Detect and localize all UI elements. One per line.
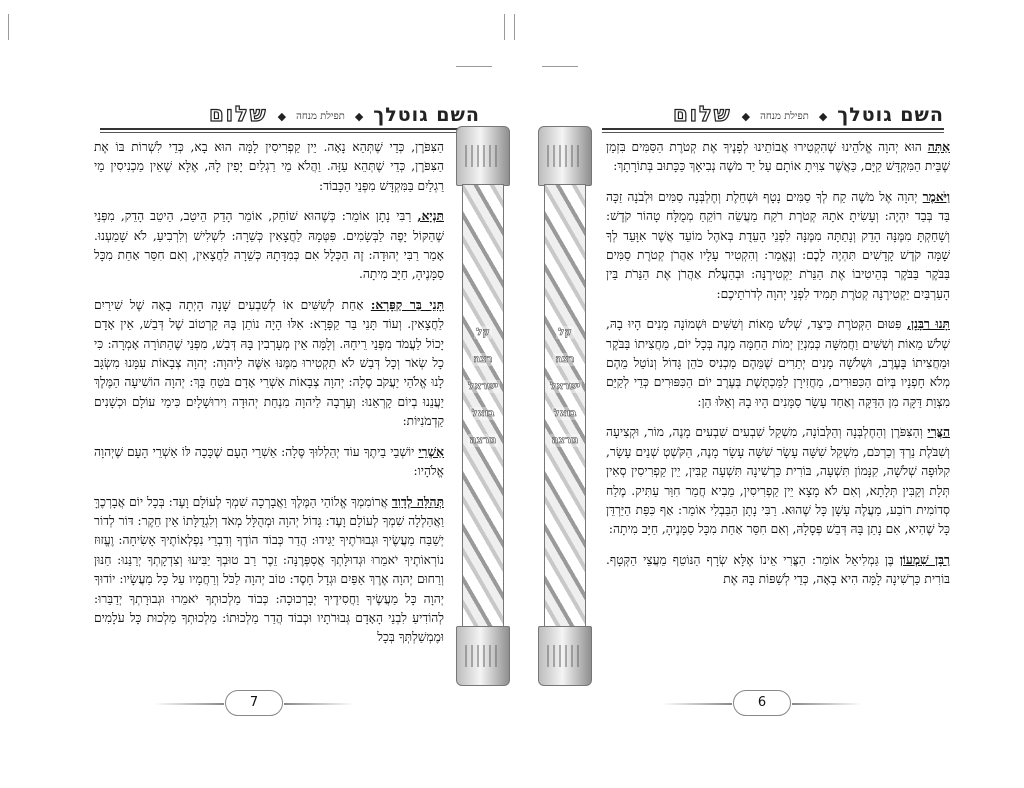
footer-ornament [284, 703, 354, 705]
crop-mark [8, 14, 9, 40]
header-brand: השם גוטלך [373, 104, 480, 126]
prayer-text [606, 138, 950, 601]
paragraph: הַצִּפֹּרֶן, כְּדֵי שֶׁתְּהֵא נָאָה. יֵין קַפְרִיסִין לָמָּה הוּא בָא, כְּדֵי לִשְׁרוֹת בּוֹ אֶת הַצִּפֹּרֶן, כְּדֵי שֶׁתְּהֵא עַזָּה. וַהֲלֹא מֵי רַגְלַיִם יָפִין לָהּ, אֶלָּא שֶׁאֵין מַכְנִיסִין מֵי רַגְלַיִם בַּמִּקְדָּשׁ מִפְּנֵי הַכָּבוֹד: [94, 140, 444, 193]
page-left [72, 80, 520, 730]
decorative-column [538, 126, 592, 686]
header-rule [100, 128, 480, 130]
paragraph: אַשְׁרֵי יוֹשְׁבֵי בֵיתֶךָ עוֹד יְהַלְלוּךָ סֶּלָה: אַשְׁרֵי הָעָם שֶׁכָּכָה לּוֹ אַשְׁרֵי הָעָם שֶׁיְהוָה אֱלֹהָיו: [94, 444, 444, 479]
header-shalom: שלום [673, 102, 732, 126]
paragraph: תְּהִלָּה לְדָוִד אֲרוֹמִמְךָ אֱלוֹהַי הַמֶּלֶךְ וַאֲבָרְכָה שִׁמְךָ לְעוֹלָם וָעֶד: בְּכָל יוֹם אֲבָרְכֶךָּ וַאֲהַלְלָה שִׁמְךָ לְעוֹלָם וָעֶד: גָּדוֹל יְהוָה וּמְהֻלָּל מְאֹד וְלִגְדֻלָּתוֹ אֵין חֵקֶר: דּוֹר לְדוֹר יְשַׁבַּח מַעֲשֶׂיךָ וּגְבוּרֹתֶיךָ יַגִּידוּ: הֲדַר כְּבוֹד הוֹדֶךָ וְדִבְרֵי נִפְלְאוֹתֶיךָ אָשִׂיחָה: וֶעֱזוּז נוֹרְאוֹתֶיךָ יֹאמֵרוּ וּגְדוּלָּתְךָ אֲסַפְּרֶנָּה: זֵכֶר רַב טוּבְךָ יַבִּיעוּ וְצִדְקָתְךָ יְרַנֵּנוּ: חַנּוּן וְרַחוּם יְהוָה אֶרֶךְ אַפַּיִם וּגְדָל חָסֶד: טוֹב יְהוָה לַכֹּל וְרַחֲמָיו עַל כָּל מַעֲשָׂיו: יוֹדוּךָ יְהוָה כָּל מַעֲשֶׂיךָ וַחֲסִידֶיךָ יְבָרְכוּכָה: כְּבוֹד מַלְכוּתְךָ יֹאמֵרוּ וּגְבוּרָתְךָ יְדַבֵּרוּ: לְהוֹדִיעַ לִבְנֵי הָאָדָם גְּבוּרֹתָיו וּכְבוֹד הֲדַר מַלְכוּתוֹ: מַלְכוּתְךָ מַלְכוּת כָּל עֹלָמִים וּמֶמְשַׁלְתְּךָ בְּכָל [94, 494, 444, 645]
column-base [538, 626, 592, 686]
page-footer [662, 690, 862, 720]
crop-mark [504, 14, 505, 40]
header-shalom: שלום [209, 102, 268, 126]
footer-ornament [662, 703, 732, 705]
page-footer [154, 690, 354, 720]
paragraph: רַבָּן שִׁמְעוֹן בֶּן גַּמְלִיאֵל אוֹמֵר: הַצֳּרִי אֵינוֹ אֶלָּא שְׂרָף הַנּוֹטֵף מֵעֲצֵי הַקְּטָף. בּוֹרִית כַּרְשִׁינָה לָמָּה הִיא בָאָה, כְּדֵי לְשַׁפּוֹת בָּהּ אֶת [606, 552, 950, 587]
crop-mark [542, 66, 578, 67]
column-capital [538, 126, 592, 186]
paragraph: תָּנוּ רַבָּנָן, פִּטּוּם הַקְּטֹרֶת כֵּיצַד, שְׁלֹשׁ מֵאוֹת וְשִׁשִּׁים וּשְׁמוֹנָה מָנִים הָיוּ בָהּ, שְׁלֹשׁ מֵאוֹת וְשִׁשִּׁים וַחֲמִשָּׁה כְּמִנְיַן יְמוֹת הַחַמָּה מָנֶה בְּכָל יוֹם, מַחֲצִיתוֹ בַּבֹּקֶר וּמַחֲצִיתוֹ בָּעֶרֶב, וּשְׁלֹשָׁה מָנִים יְתֵרִים שֶׁמֵּהֶם מַכְנִיס כֹּהֵן גָּדוֹל וְנוֹטֵל מֵהֶם מְלֹא חָפְנָיו בְּיוֹם הַכִּפּוּרִים, מַחֲזִירָן לַמַּכְתֶּשֶׁת בְּעֶרֶב יוֹם הַכִּפּוּרִים כְּדֵי לְקַיֵּם מִצְוַת דַּקָּה מִן הַדַּקָּה וְאַחַד עָשָׂר סַמָּנִים הָיוּ בָהּ וְאֵלּוּ הֵן: [606, 317, 950, 409]
column-capital [456, 126, 510, 186]
column-words: קל רצה ישראל בואל מרצה [468, 327, 498, 446]
paragraph: תָּנֵי בַּר קַפָּרָא: אַחַת לְשִׁשִּׁים אוֹ לְשִׁבְעִים שָׁנָה הָיְתָה בָאָה שֶׁל שִׁירַיִם לַחֲצָאִין. וְעוֹד תָּנֵי בַּר קַפָּרָא: אִלּוּ הָיָה נוֹתֵן בָּהּ קָרְטוֹב שֶׁל דְּבַשׁ, אֵין אָדָם יָכוֹל לַעֲמֹד מִפְּנֵי רֵיחָהּ. וְלָמָּה אֵין מְעָרְבִין בָּהּ דְּבַשׁ, מִפְּנֵי שֶׁהַתּוֹרָה אָמְרָה: כִּי כָל שְׂאֹר וְכָל דְּבַשׁ לֹא תַקְטִירוּ מִמֶּנּוּ אִשֶּׁה לַיהוָה: יְהוָה צְבָאוֹת עִמָּנוּ מִשְׂגָּב לָנוּ אֱלֹהֵי יַעֲקֹב סֶלָה: יְהוָה צְבָאוֹת אַשְׁרֵי אָדָם בֹּטֵחַ בָּךְ: יְהוָה הוֹשִׁיעָה הַמֶּלֶךְ יַעֲנֵנוּ בְיוֹם קָרְאֵנוּ: וְעָרְבָה לַיהוָה מִנְחַת יְהוּדָה וִירוּשָׁלָיִם כִּימֵי עוֹלָם וּכְשָׁנִים קַדְמֹנִיּוֹת: [94, 297, 445, 429]
header-subtitle: תפילת מנחה [296, 111, 345, 122]
page-right [532, 80, 980, 730]
diamond-icon: ◆ [818, 110, 828, 123]
crop-mark [514, 14, 515, 40]
paragraph: הַצֳּרִי וְהַצִּפֹּרֶן וְהַחֶלְבְּנָה וְהַלְּבוֹנָה, מִשְׁקַל שִׁבְעִים שִׁבְעִים מָנֶה, מוֹר, וּקְצִיעָה וְשִׁבֹּלֶת נֵרְדְּ וְכַרְכֹּם, מִשְׁקַל שִׁשָּׁה עָשָׂר שִׁשָּׁה עָשָׂר מָנֶה, הַקֹּשְׁטְ שְׁנֵים עָשָׂר, קִלּוּפָה שְׁלֹשָׁה, קִנָּמוֹן תִּשְׁעָה, בּוֹרִית כַּרְשִׁינָה תִּשְׁעָה קַבִּין, יֵין קַפְרִיסִין סְאִין תְּלָת וְקַבִּין תְּלָתָא, וְאִם לֹא מָצָא יֵין קַפְרִיסִין, מֵבִיא חֲמַר חִוַּר עַתִּיק. מֶלַח סְדוֹמִית רוֹבַע, מַעֲלֶה עָשָׁן כָּל שֶׁהוּא. רַבִּי נָתָן הַבַּבְלִי אוֹמֵר: אַף כִּפַּת הַיַּרְדֵּן כָּל שֶׁהִיא, אִם נָתַן בָּהּ דְּבַשׁ פְּסָלָהּ, וְאִם חִסֵּר אַחַת מִכָּל סַמָּנֶיהָ, חַיָּב מִיתָה: [606, 425, 950, 537]
column-words: קל רצה ישראל בואל מרצה [550, 327, 580, 446]
prayer-text [94, 138, 444, 659]
header-subtitle: תפילת מנחה [760, 111, 809, 122]
paragraph: תַּנְיָא, רַבִּי נָתָן אוֹמֵר: כְּשֶׁהוּא שׁוֹחֵק, אוֹמֵר הָדֵק הֵיטֵב, הֵיטֵב הָדֵק, מִפְּנֵי שֶׁהַקּוֹל יָפֶה לַבְּשָׂמִים. פִּטְּמָהּ לַחֲצָאִין כְּשֵׁרָה: לִשְׁלִישׁ וְלִרְבִיעַ, לֹא שָׁמַעְנוּ. אָמַר רַבִּי יְהוּדָה: זֶה הַכְּלָל אִם כְּמִדָּתָהּ כְּשֵׁרָה לַחֲצָאִין, וְאִם חִסֵּר אַחַת מִכָּל סַמָּנֶיהָ, חַיָּב מִיתָה. [94, 209, 444, 282]
diamond-icon: ◆ [354, 110, 364, 123]
footer-ornament [154, 703, 224, 705]
header-rule [602, 132, 944, 133]
page-header [100, 98, 480, 126]
page-header [602, 98, 944, 126]
decorative-column [456, 126, 510, 686]
diamond-icon: ◆ [741, 110, 751, 123]
header-rule [100, 132, 480, 133]
paragraph: אַתָּה הוּא יְהוָה אֱלֹהֵינוּ שֶׁהִקְטִירוּ אֲבוֹתֵינוּ לְפָנֶיךָ אֶת קְטֹרֶת הַסַּמִּים בִּזְמַן שֶׁבֵּית הַמִּקְדָּשׁ קַיָּם, כַּאֲשֶׁר צִוִּיתָ אוֹתָם עַל יַד מֹשֶׁה נְבִיאָךְ כַּכָּתוּב בְּתוֹרָתָךְ: [606, 140, 951, 174]
footer-ornament [792, 703, 862, 705]
diamond-icon: ◆ [277, 110, 287, 123]
page-number: 6 [733, 690, 791, 716]
crop-mark [456, 66, 492, 67]
header-brand: השם גוטלך [837, 104, 944, 126]
page-number: 7 [225, 690, 283, 716]
column-base [456, 626, 510, 686]
header-rule [602, 128, 944, 130]
paragraph: וַיֹּאמֶר יְהוָה אֶל מֹשֶׁה קַח לְךָ סַמִּים נָטָף וּשְׁחֵלֶת וְחֶלְבְּנָה סַמִּים וּלְבֹנָה זַכָּה בַּד בְּבַד יִהְיֶה: וְעָשִׂיתָ אֹתָהּ קְטֹרֶת רֹקַח מַעֲשֵׂה רוֹקֵחַ מְמֻלָּח טָהוֹר קֹדֶשׁ: וְשָׁחַקְתָּ מִמֶּנָּה הָדֵק וְנָתַתָּה מִמֶּנָּה לִפְנֵי הָעֵדֻת בְּאֹהֶל מוֹעֵד אֲשֶׁר אִוָּעֵד לְךָ שָׁמָּה קֹדֶשׁ קָדָשִׁים תִּהְיֶה לָכֶם: וְנֶאֱמַר: וְהִקְטִיר עָלָיו אַהֲרֹן קְטֹרֶת סַמִּים בַּבֹּקֶר בַּבֹּקֶר בְּהֵיטִיבוֹ אֶת הַנֵּרֹת יַקְטִירֶנָּה: וּבְהַעֲלֹת אַהֲרֹן אֶת הַנֵּרֹת בֵּין הָעַרְבַּיִם יַקְטִירֶנָּה קְטֹרֶת תָּמִיד לִפְנֵי יְהוָה לְדֹרֹתֵיכֶם: [606, 189, 951, 301]
